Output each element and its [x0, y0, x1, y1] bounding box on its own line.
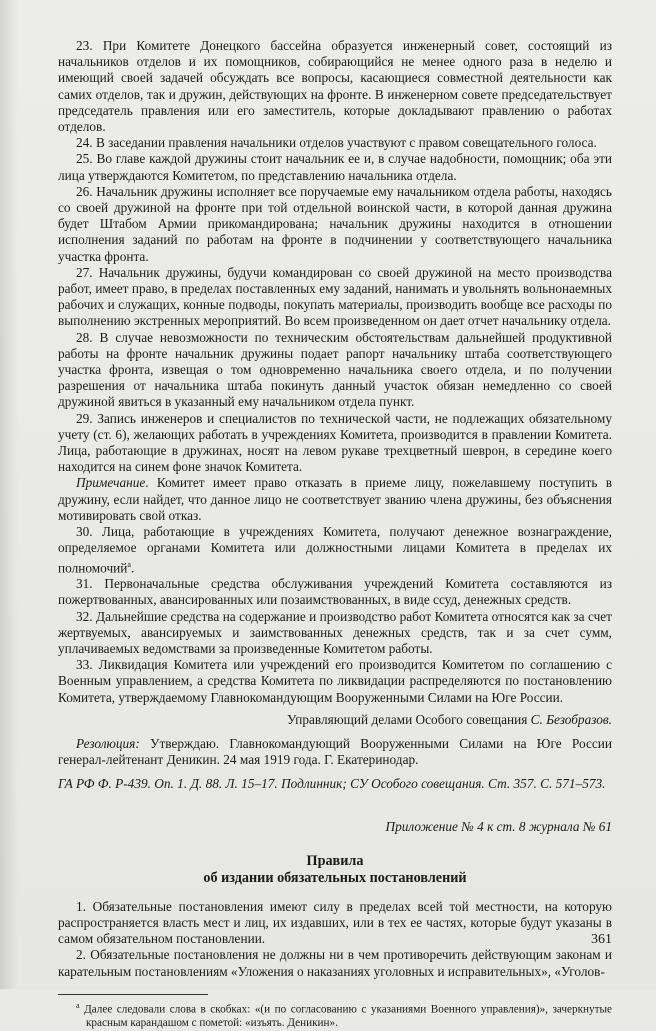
paragraph-30-end: . [130, 559, 135, 575]
paragraph-23: 23. При Комитете Донецкого бассейна образуется инженерный совет, состоящий из начальников отделов и их помощников, собирающийся не менее одного раза в неделю и имеющий своей задачей обсуждать все вопросы, касающиеся совместной деятельности как самих отделов, так и дружин, действующих на фронте. В инженерном совете председательствует председатель правления или его заместитель, которые докладывают правлению о работах отделов. [58, 38, 612, 135]
note-paragraph [58, 475, 612, 524]
resolution-text: Утверждаю. Главнокомандующий Вооруженными Силами на Юге России генерал-лейтенант Деникин. 24 мая 1919 года. Г. Екатеринодар. [58, 735, 612, 768]
footnote-marker: а [127, 559, 131, 569]
archive-reference: ГА РФ Ф. Р-439. Оп. 1. Д. 88. Л. 15–17. Подлинник; СУ Особого совещания. Ст. 357. С. 571–573. [58, 776, 606, 792]
signature-role: Управляющий делами Особого совещания [286, 711, 531, 727]
footnote-divider [58, 994, 208, 995]
spine-shadow [0, 0, 18, 989]
resolution-label: Резолюция: [76, 735, 140, 751]
paragraph-33: 33. Ликвидация Комитета или учреждений его производится Комитетом по соглашению с Военным управлением, а средства Комитета по ликвидации распределяются по постановлению Комитета, утверждаемому Главнокомандующим Вооруженными Силами на Юге России. [58, 657, 612, 705]
paragraph-27: 27. Начальник дружины, будучи командирован со своей дружиной на место производства работ, имеет право, в пределах поставленных ему заданий, нанимать и увольнять вольнонаемных рабочих и служащих, конные подводы, покупать материалы, производить вообще все расходы по выполнению экстренных мероприятий. Во всем произведенном он дает отчет начальнику отдела. [58, 264, 612, 329]
footnote-mark: а [76, 1000, 80, 1010]
note-label: Примечание [76, 475, 146, 491]
signature [58, 712, 612, 728]
paragraph-24: 24. В заседании правления начальники отделов участвуют с правом совещательного голоса. [76, 135, 597, 151]
footnote-text: Далее следовали слова в скобках: «(и по согласованию с указаниями Военного управления)», зачеркнутые красным карандашом с пометой: «изъять. Деникин». [79, 1003, 612, 1030]
paragraph-30 [58, 524, 612, 576]
section-title [58, 853, 612, 887]
paragraph-31: 31. Первоначальные средства обслуживания учреждений Комитета составляются из пожертвованных, авансированных или позаимствованных, в виде ссуд, денежных средств. [58, 576, 612, 608]
section-title-line2: об издании обязательных постановлений [203, 869, 467, 886]
paragraph-30-text: 30. Лица, работающие в учреждениях Комитета, получают денежное вознаграждение, определяемое органами Комитета или должностными лицами Комитета в пределах их полномочий [58, 524, 612, 575]
appendix-reference: Приложение № 4 к ст. 8 журнала № 61 [385, 818, 612, 834]
section-title-line1: Правила [306, 852, 364, 869]
rule-2: 2. Обязательные постановления не должны ни в чем противоречить действующим законам и карательным постановлениям «Уложения о наказаниях уголовных и исправительных», «Уголов- [58, 947, 612, 979]
paragraph-25: 25. Во главе каждой дружины стоит начальник ее и, в случае надобности, помощник; оба эти лица утверждаются Комитетом, по представлению начальника отдела. [58, 151, 612, 183]
page-number: 361 [591, 932, 612, 947]
note-text: . Комитет имеет право отказать в приеме лицу, пожелавшему поступить в дружину, если найдет, что данное лицо не соответствует званию члена дружины, без объяснения мотивировать свой отказ. [58, 475, 612, 523]
footnote [58, 999, 612, 1031]
paragraph-26: 26. Начальник дружины исполняет все поручаемые ему начальником отдела работы, находясь со своей дружиной на фронте при той отдельной воинской части, в которой данная дружина будет Штабом Армии прикомандирована; начальник дружины находится в отношении исполнения заданий по работам на фронте в подчинении у соответствующего начальника участка фронта. [58, 183, 612, 264]
rule-1: 1. Обязательные постановления имеют силу в пределах всей той местности, на которую распространяется власть мест и лиц, их издавших, или в тех ее частях, которые будут указаны в самом обязательном постановлении. [58, 898, 612, 947]
paragraph-29: 29. Запись инженеров и специалистов по технической части, не подлежащих обязательному учету (ст. 6), желающих работать в учреждениях Комитета, производится в правлении Комитета. Лица, работающие в дружинах, носят на левом рукаве трехцветный шеврон, в середине коего находится на синем фоне значок Комитета. [58, 410, 612, 475]
paragraph-28: 28. В случае невозможности по техническим обстоятельствам дальнейшей продуктивной работы на фронте начальник дружины подает рапорт начальнику штаба соответствующего участка фронта, извещая о том одновременно начальника своего отдела, и по получении разрешения от начальника штаба покинуть данный участок обязан немедленно со своей дружиной явиться в указанный ему начальником отдела пункт. [58, 329, 612, 410]
paragraph-32: 32. Дальнейшие средства на содержание и производство работ Комитета относятся как за счет жертвуемых, авансируемых и заимствованных денежных средств, так и за счет сумм, уплачиваемых ведомствами за произведенные Комитетом работы. [58, 608, 612, 656]
signature-name: С. Безобразов. [530, 711, 612, 727]
resolution [58, 736, 612, 768]
